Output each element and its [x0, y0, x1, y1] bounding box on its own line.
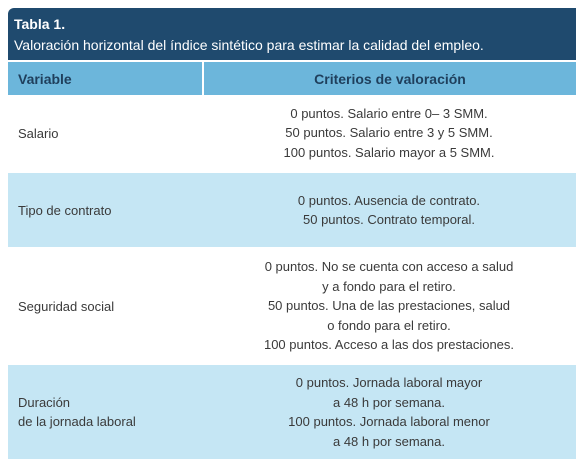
variable-cell: [8, 249, 202, 363]
criteria-cell: [202, 365, 576, 459]
variable-label: Salario: [18, 125, 59, 141]
criteria-cell: [202, 173, 576, 247]
criteria-line: o fondo para el retiro.: [327, 317, 451, 333]
table-row: [8, 95, 576, 171]
criteria-cell: [202, 249, 576, 363]
variable-label: Seguridad social: [18, 298, 115, 314]
variable-cell: [8, 173, 202, 247]
caption-text: Valoración horizontal del índice sintético para estimar la calidad del empleo.: [14, 37, 484, 53]
variable-cell: [8, 95, 202, 171]
table-row: [8, 365, 576, 459]
criteria-line: 0 puntos. No se cuenta con acceso a salud: [264, 259, 514, 275]
criteria-line: y a fondo para el retiro.: [322, 278, 456, 294]
valuation-table: [8, 62, 576, 459]
variable-label: de la jornada laboral: [18, 414, 136, 429]
table-row: [8, 249, 576, 363]
header-criteria: Criterios de valoración: [314, 70, 466, 87]
table-caption: [8, 8, 576, 60]
table-row: [8, 173, 576, 247]
criteria-line: 0 puntos. Ausencia de contrato.: [297, 192, 481, 208]
variable-cell: [8, 365, 202, 459]
criteria-line: 50 puntos. Una de las prestaciones, salud: [267, 298, 511, 314]
criteria-cell: [202, 95, 576, 171]
criteria-line: 0 puntos. Salario entre 0– 3 SMM.: [290, 105, 488, 121]
criteria-line: 100 puntos. Acceso a las dos prestaciones.: [263, 337, 515, 353]
criteria-line: 0 puntos. Jornada laboral mayor: [295, 375, 483, 390]
criteria-line: a 48 h por semana.: [332, 394, 446, 410]
variable-label: Tipo de contrato: [18, 202, 112, 218]
criteria-line: 50 puntos. Contrato temporal.: [303, 212, 475, 227]
criteria-line: 100 puntos. Jornada laboral menor: [288, 414, 490, 429]
caption-label: Tabla 1.: [14, 16, 66, 32]
criteria-line: 50 puntos. Salario entre 3 y 5 SMM.: [285, 125, 493, 141]
header-variable: Variable: [8, 62, 204, 95]
criteria-line: a 48 h por semana.: [332, 433, 446, 449]
table-header-row: [8, 62, 576, 95]
variable-label: Duración: [18, 395, 71, 410]
criteria-line: 100 puntos. Salario mayor a 5 SMM.: [283, 144, 495, 160]
